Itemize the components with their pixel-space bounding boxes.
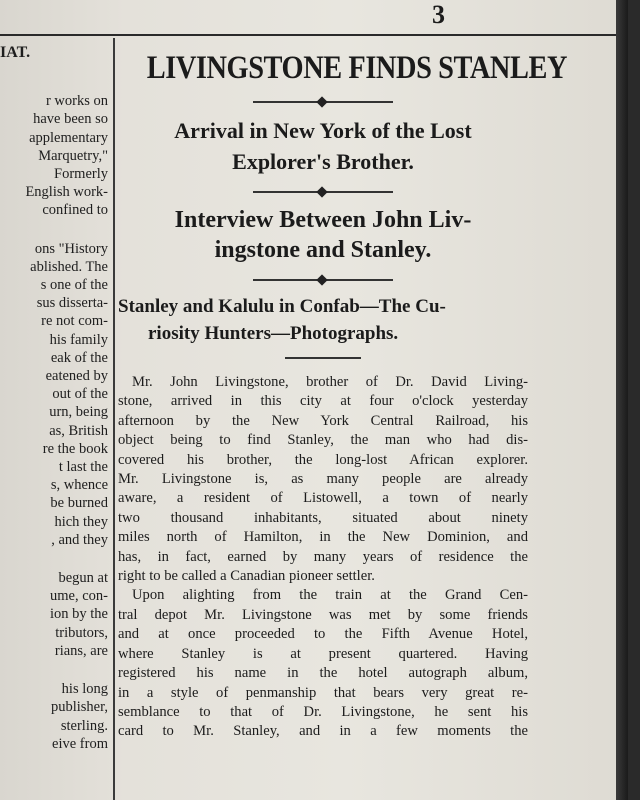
body-line: tral depot Mr. Livingstone was met by some friends — [118, 606, 528, 623]
left-column-line: urn, being — [49, 404, 108, 421]
left-column-line: eatened by — [45, 368, 108, 385]
body-line: has, in fact, earned by many years of residence the — [118, 548, 528, 565]
body-line: Mr. John Livingstone, brother of Dr. David Living- — [132, 374, 528, 390]
body-line: miles north of Hamilton, in the New Dominion, and — [118, 529, 528, 546]
left-column-line: eak of the — [50, 349, 108, 366]
page-edge-shadow — [616, 0, 628, 800]
left-column-line: ons "History — [34, 240, 108, 257]
body-line: aware, a resident of Listowell, a town of nearly — [118, 490, 528, 507]
left-column-line: Formerly — [54, 166, 108, 183]
left-column-line: r works on — [45, 93, 108, 110]
deck-2-line-2: ingstone and Stanley. — [214, 237, 432, 263]
deck-3-line-2: riosity Hunters—Photographs. — [148, 323, 399, 344]
body-line: afternoon by the New York Central Railroad, his — [118, 412, 528, 429]
left-column-line: rians, are — [54, 642, 108, 659]
left-column-line: sus disserta- — [36, 295, 108, 312]
left-column-line: ablished. The — [30, 258, 108, 275]
left-column-line: t last the — [58, 459, 108, 476]
left-column-line: Marquetry," — [38, 147, 108, 164]
left-column-line: English work- — [25, 184, 108, 201]
divider — [253, 191, 393, 193]
body-line: where Stanley is at present quartered. Having — [118, 645, 528, 662]
left-column-line: publisher, — [50, 699, 108, 716]
paragraph-gap — [0, 660, 108, 680]
headline: LIVINGSTONE FINDS STANLEY — [146, 50, 568, 86]
left-column-line: his family — [49, 331, 108, 348]
article-body — [118, 373, 528, 742]
top-rule — [0, 34, 628, 36]
body-line: in a style of penmanship that bears very great re- — [118, 684, 528, 701]
left-column-line: out of the — [52, 386, 108, 403]
left-column-line: ume, con- — [50, 588, 108, 605]
body-line: semblance to that of Dr. Livingstone, he sent his — [118, 703, 528, 720]
deck-1-line-2: Explorer's Brother. — [232, 149, 414, 174]
divider — [253, 279, 393, 281]
body-line: right to be called a Canadian pioneer settler. — [118, 568, 375, 585]
left-column-line: have been so — [33, 111, 108, 128]
left-column-line: be burned — [50, 495, 108, 512]
paragraph-gap — [0, 220, 108, 240]
body-line: object being to find Stanley, the man who had dis- — [118, 432, 528, 449]
body-line: Mr. Livingstone is, as many people are already — [118, 471, 528, 488]
page-number: 3 — [432, 0, 445, 29]
body-line: stone, arrived in this city at four o'clock yesterday — [118, 393, 528, 410]
left-column-line: as, British — [49, 422, 108, 439]
deck-3 — [118, 293, 528, 347]
body-line: registered his name in the hotel autograph album, — [118, 665, 528, 682]
paragraph-gap — [0, 549, 108, 569]
deck-2-line-1: Interview Between John Liv- — [174, 207, 472, 233]
article — [118, 44, 568, 742]
left-column-line: tributors, — [55, 624, 108, 641]
left-column-line: his long — [61, 681, 108, 698]
deck-1-line-1: Arrival in New York of the Lost — [174, 118, 472, 143]
left-column-line: s, whence — [50, 477, 108, 494]
left-column-line: re not com- — [41, 313, 108, 330]
divider — [253, 101, 393, 103]
short-rule — [285, 357, 361, 359]
body-line: Upon alighting from the train at the Grand Cen- — [132, 587, 528, 604]
left-column-line: begun at — [58, 570, 108, 587]
left-column-line: confined to — [42, 202, 108, 219]
left-column-line: , and they — [51, 531, 108, 548]
left-column-header: IAT. — [0, 44, 31, 61]
column-rule — [113, 38, 115, 800]
body-line: and at once proceeded to the Fifth Avenue Hotel, — [118, 626, 528, 643]
left-column-line: s one of the — [40, 277, 108, 294]
deck-1 — [118, 115, 528, 177]
left-column — [0, 44, 108, 753]
left-column-line: re the book — [42, 440, 108, 457]
left-column-line: hich they — [54, 513, 108, 530]
body-line: card to Mr. Stanley, and in a few moments the — [118, 723, 528, 740]
left-column-lines — [0, 92, 108, 753]
deck-3-line-1: Stanley and Kalulu in Confab—The Cu- — [118, 296, 446, 317]
left-column-line: applementary — [29, 129, 108, 146]
left-column-line: sterling. — [60, 717, 108, 734]
deck-2 — [118, 205, 528, 265]
left-column-line: ion by the — [50, 606, 108, 623]
left-column-line: eive from — [52, 735, 108, 752]
body-line: two thousand inhabitants, situated about ninety — [118, 509, 528, 526]
body-line: covered his brother, the long-lost African explorer. — [118, 451, 528, 468]
